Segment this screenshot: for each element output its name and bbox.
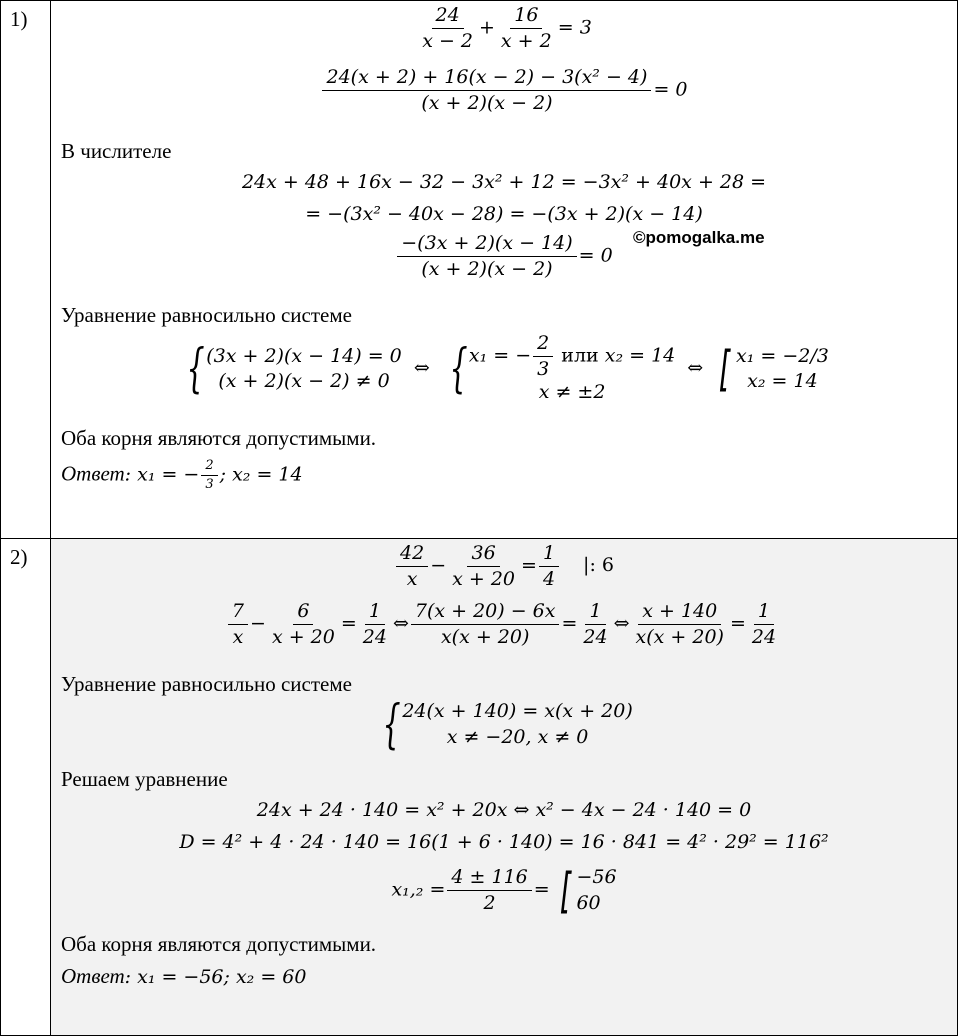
system-line xyxy=(51,695,957,755)
fraction: $\frac{7}{x}$ xyxy=(228,601,248,648)
problem-number: 1) xyxy=(1,1,51,539)
text-line: Оба корня являются допустимыми. xyxy=(61,426,377,450)
fraction: $\frac{42}{x}$ xyxy=(396,543,428,590)
text-line: Оба корня являются допустимыми. xyxy=(61,932,377,956)
problem-number: 2) xyxy=(1,539,51,1036)
equation-system: { x₁ = − $\frac{2}{3}$ или x₂ = 14 x ≠ ±2 xyxy=(449,332,676,403)
system-line: { (3x + 2)(x − 14) = 0 (x + 2)(x − 2) ≠ 0 ⇔ { x₁ = − $\frac{2}{3}$ или x₂ = 14 x ≠ ±2 ⇔ [ x₁ = −2/3 x₂ = 14 xyxy=(51,333,957,405)
fraction: $\frac{1}{24}$ xyxy=(362,600,387,648)
fraction: $\frac{-(3x + 2)(x - 14)}{(x + 2)(x - 2)}$ xyxy=(397,233,576,280)
fraction: $\frac{4 \pm 116}{2}$ xyxy=(447,867,531,914)
equation-line: $\frac{-(3x + 2)(x - 14)}{(x + 2)(x - 2)}$ = 0 xyxy=(51,233,957,280)
fraction: $\frac{1}{24}$ xyxy=(583,600,608,648)
fraction: $\frac{x + 140}{x(x + 20)}$ xyxy=(635,600,724,648)
answer-line: Ответ: x₁ = − $\frac{2}{3}$ ; x₂ = 14 xyxy=(61,458,303,493)
equation-line: = −(3x² − 40x − 28) = −(3x + 2)(x − 14) xyxy=(305,203,703,225)
fraction: $\frac{24}{x - 2}$ xyxy=(422,4,473,52)
equation-line: 24x + 24 · 140 = x² + 20x ⇔ x² − 4x − 24 · 140 = 0 xyxy=(256,799,752,821)
text-line: В числителе xyxy=(61,139,172,163)
answer-label: Ответ xyxy=(61,461,125,486)
fraction: $\frac{\text{24(x + 2) + 16(x − 2) − 3(x² − 4)}}{(x + 2)(x - 2)}$ xyxy=(322,67,651,114)
problem-body xyxy=(51,539,958,1036)
equation-system: { 24(x + 140) = x(x + 20) x ≠ −20, x ≠ 0 xyxy=(382,695,633,755)
root-set: [ −56 60 xyxy=(559,862,617,919)
text-line: Уравнение равносильно системе xyxy=(61,303,352,327)
brace: { xyxy=(449,339,468,400)
fraction: $\frac{2}{3}$ xyxy=(533,333,553,380)
fraction: $\frac{1}{4}$ xyxy=(539,543,559,590)
equation-line: $\frac{24}{x - 2}$ + $\frac{16}{x + 2}$ = 3 xyxy=(51,5,957,52)
answer-label: Ответ xyxy=(61,964,125,988)
equation-system: { (3x + 2)(x − 14) = 0 (x + 2)(x − 2) ≠ 0 xyxy=(186,339,402,400)
fraction: $\frac{1}{24}$ xyxy=(751,600,777,648)
fraction: $\frac{2}{3}$ xyxy=(201,459,217,493)
text-line: Решаем уравнение xyxy=(61,767,228,791)
problem-row-2 xyxy=(1,539,958,1036)
fraction: $\frac{16}{x + 2}$ xyxy=(500,4,552,52)
fraction: $\frac{6}{x + 20}$ xyxy=(271,600,335,648)
problem-row-1 xyxy=(1,1,958,539)
equation-line: D = 4² + 4 · 24 · 140 = 16(1 + 6 · 140) = 16 · 841 = 4² · 29² = 116² xyxy=(179,831,829,853)
equation-line: $\frac{\text{24(x + 2) + 16(x − 2) − 3(x² − 4)}}{(x + 2)(x - 2)}$ = 0 xyxy=(51,67,957,114)
equation-line: 24x + 48 + 16x − 32 − 3x² + 12 = −3x² + 40x + 28 = xyxy=(241,171,767,193)
equation-line: $\frac{7}{x}$ − $\frac{6}{x + 20}$ = $\frac{1}{24}$ ⇔ $\frac{7(x + 20) - 6x}{x(x + 20)}$ = $\frac{1}{24}$ ⇔ $\frac{x + 140}{x(x + 20)}$ = $\frac{1}{24}$ xyxy=(51,601,957,648)
answer-line: Ответ: x₁ = −56; x₂ = 60 xyxy=(61,964,307,988)
text-line: Уравнение равносильно системе xyxy=(61,672,352,696)
bracket: [ xyxy=(559,862,571,919)
bracket: [ xyxy=(719,341,731,398)
brace: { xyxy=(186,339,205,400)
problem-body xyxy=(51,1,958,539)
fraction: $\frac{36}{x + 20}$ xyxy=(452,542,516,590)
brace: { xyxy=(382,695,401,755)
equation-line: $\frac{42}{x}$ − $\frac{36}{x + 20}$ = $\frac{1}{4}$ |: 6 xyxy=(51,543,957,590)
root-set: [ x₁ = −2/3 x₂ = 14 xyxy=(719,341,829,398)
fraction: $\frac{7(x + 20) - 6x}{x(x + 20)}$ xyxy=(411,601,560,648)
equation-line: x₁,₂ = $\frac{4 \pm 116}{2}$ = [ −56 60 xyxy=(391,862,617,919)
watermark: ©pomogalka.me xyxy=(633,228,765,247)
